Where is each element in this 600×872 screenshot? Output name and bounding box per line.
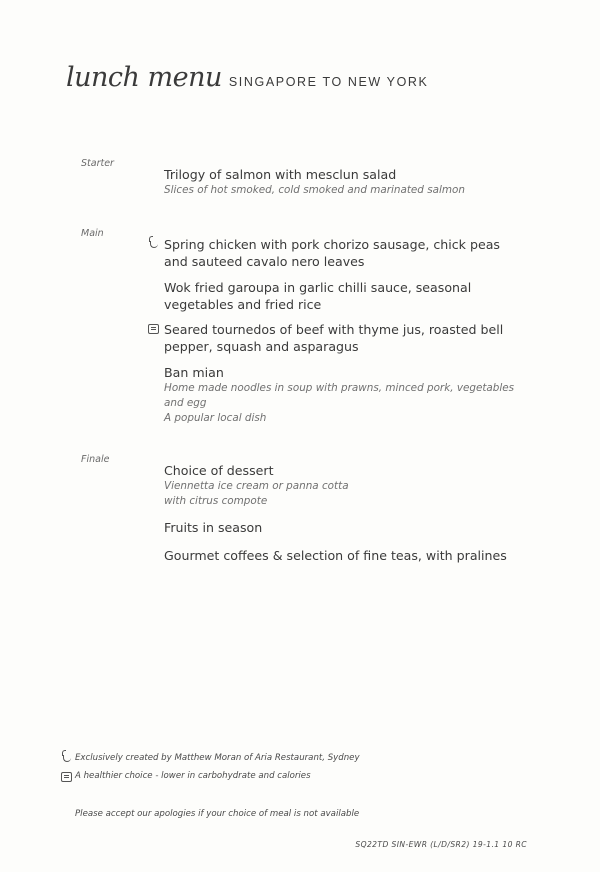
dish-name: Gourmet coffees & selection of fine teas, with pralines bbox=[164, 548, 507, 563]
dish-description: Slices of hot smoked, cold smoked and marinated salmon bbox=[164, 184, 465, 196]
dish-name: Fruits in season bbox=[164, 520, 263, 535]
dish-wok-fried-garoupa bbox=[164, 279, 544, 313]
dish-gourmet-coffees bbox=[164, 547, 544, 564]
legend-healthy-note: A healthier choice - lower in carbohydrate and calories bbox=[75, 771, 311, 781]
section-label-main: Main bbox=[81, 228, 104, 239]
dish-note: A popular local dish bbox=[164, 412, 267, 424]
dish-name: Trilogy of salmon with mesclun salad bbox=[164, 167, 397, 182]
menu-code: SQ22TD SIN-EWR (L/D/SR2) 19-1.1 10 RC bbox=[355, 840, 527, 849]
dish-description-line1: Home made noodles in soup with prawns, minced pork, vegetables bbox=[164, 382, 515, 394]
legend-chef-note: Exclusively created by Matthew Moran of Aria Restaurant, Sydney bbox=[75, 753, 360, 763]
dish-name-line1: Seared tournedos of beef with thyme jus, roasted bell bbox=[164, 322, 504, 337]
dish-salmon-trilogy bbox=[164, 166, 544, 198]
dish-description-line1: Viennetta ice cream or panna cotta bbox=[164, 480, 349, 492]
dish-name: Ban mian bbox=[164, 365, 224, 380]
dish-choice-of-dessert bbox=[164, 462, 544, 509]
dish-description-line2: with citrus compote bbox=[164, 495, 268, 507]
section-label-finale: Finale bbox=[81, 454, 110, 465]
dish-name: Choice of dessert bbox=[164, 463, 274, 478]
dish-description-line2: and egg bbox=[164, 397, 207, 409]
dish-name-line1: Spring chicken with pork chorizo sausage, chick peas bbox=[164, 237, 500, 252]
dish-spring-chicken bbox=[164, 236, 544, 270]
dish-name-line1: Wok fried garoupa in garlic chilli sauce, seasonal bbox=[164, 280, 472, 295]
dish-ban-mian bbox=[164, 364, 544, 426]
route-label: SINGAPORE TO NEW YORK bbox=[228, 75, 429, 89]
apology-note: Please accept our apologies if your choice of meal is not available bbox=[75, 809, 360, 819]
healthy-choice-icon bbox=[61, 772, 72, 782]
section-label-starter: Starter bbox=[81, 158, 114, 169]
dish-name-line2: pepper, squash and asparagus bbox=[164, 339, 359, 354]
menu-header bbox=[66, 64, 428, 91]
dish-seared-tournedos bbox=[164, 321, 544, 355]
menu-title: lunch menu bbox=[66, 62, 222, 93]
chef-icon bbox=[150, 241, 158, 248]
dish-name-line2: and sauteed cavalo nero leaves bbox=[164, 254, 365, 269]
healthy-choice-icon bbox=[148, 324, 159, 334]
dish-name-line2: vegetables and fried rice bbox=[164, 297, 322, 312]
chef-icon bbox=[63, 755, 71, 762]
dish-fruits-in-season bbox=[164, 519, 544, 536]
